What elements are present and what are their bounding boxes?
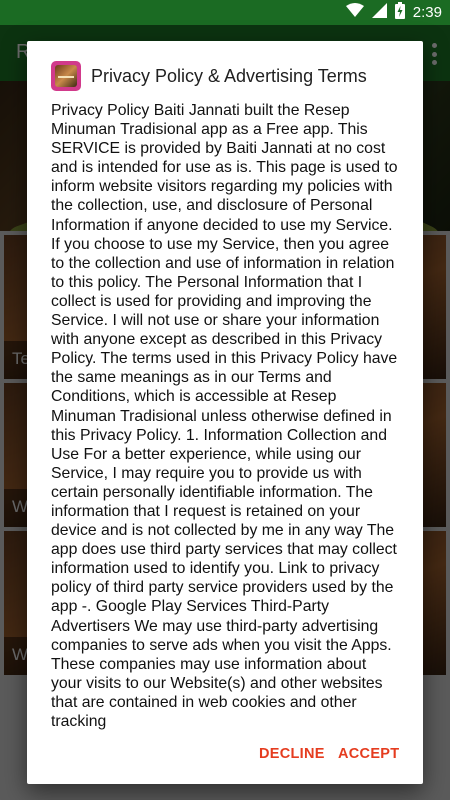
dialog-title: Privacy Policy & Advertising Terms [91,65,367,86]
decline-button[interactable]: DECLINE [259,734,325,774]
dialog-body-scroll[interactable] [51,101,399,761]
status-time: 2:39 [412,4,442,21]
app-logo-icon [51,61,81,91]
status-icons [346,3,442,22]
dialog-actions [27,734,423,774]
privacy-dialog [27,41,423,784]
dialog-header [51,61,367,91]
privacy-policy-text: Privacy Policy Baiti Jannati built the Resep Minuman Tradisional app as a Free app. This SERVICE is provided by Baiti Jannati at no cost and is intended for use as is. This page is used to inform website visitors regarding my policies with the collection, use, and disclosure of Personal Information if anyone decided to use my Service. If you choose to use my Service, then you agree to the collection and use of information in relation to this policy. The Personal Information that I collect is used for providing and improving the Service. I will not use or share your information with anyone except as described in this Privacy Policy. The terms used in this Privacy Policy have the same meanings as in our Terms and Conditions, which is accessible at Resep Minuman Tradisional unless otherwise defined in this Privacy Policy. 1. Information Collection and Use For a better experience, while using our Service, I may require you to provide us with certain personally identifiable information. The information that I request is retained on your device and is not collected by me in any way The app does use third party services that may collect information used to identify you. Link to privacy policy of third party service providers used by the app -. Google Play Services Third-Party Advertisers We may use third-party advertising companies to serve ads when you visit the Apps. These companies may use information about your visits to our Website(s) and other websites that are contained in web cookies and other tracking [51,102,398,730]
status-bar [0,0,450,25]
wifi-icon [346,3,364,22]
accept-button[interactable]: ACCEPT [338,734,399,774]
signal-icon [372,3,387,23]
battery-icon [395,2,405,24]
